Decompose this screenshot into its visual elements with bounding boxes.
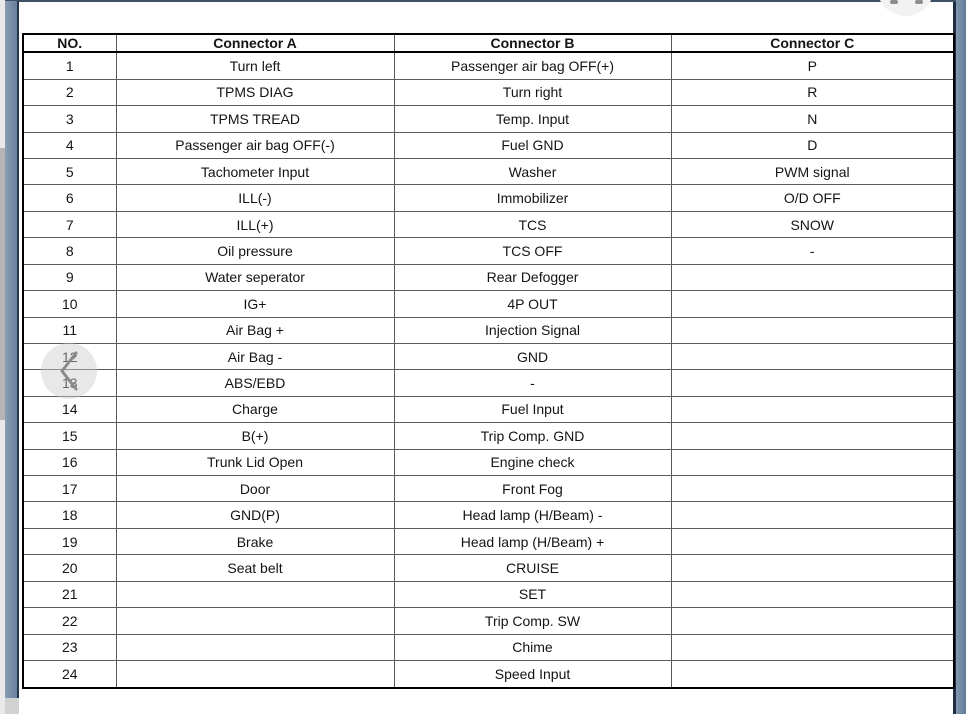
cell-no: 10 [23, 291, 116, 317]
cell-connector-a: Air Bag - [116, 343, 394, 369]
viewer-frame-left [5, 1, 17, 698]
cell-connector-c: P [671, 52, 954, 79]
table-row [23, 238, 954, 264]
table-row [23, 291, 954, 317]
connector-pin-table [22, 33, 955, 689]
cell-connector-b: Fuel Input [394, 396, 671, 422]
cell-connector-b: Speed Input [394, 660, 671, 688]
cell-no: 24 [23, 660, 116, 688]
cell-connector-b: GND [394, 343, 671, 369]
cell-connector-a: GND(P) [116, 502, 394, 528]
cell-connector-a [116, 581, 394, 607]
table-row [23, 132, 954, 158]
cell-connector-a: Water seperator [116, 264, 394, 290]
table-body [23, 52, 954, 688]
cell-no: 18 [23, 502, 116, 528]
cell-connector-c: PWM signal [671, 158, 954, 184]
cell-connector-c [671, 634, 954, 660]
cell-connector-c: N [671, 106, 954, 132]
cell-no: 20 [23, 555, 116, 581]
cell-connector-c: R [671, 79, 954, 105]
cell-connector-b: Engine check [394, 449, 671, 475]
document-page [19, 2, 953, 714]
table-row [23, 343, 954, 369]
table-row [23, 634, 954, 660]
cell-connector-b: Head lamp (H/Beam) - [394, 502, 671, 528]
cell-connector-a: TPMS DIAG [116, 79, 394, 105]
cell-connector-c [671, 502, 954, 528]
cell-connector-c [671, 291, 954, 317]
cell-connector-a: ILL(-) [116, 185, 394, 211]
cell-no: 4 [23, 132, 116, 158]
header-connector-c: Connector C [671, 34, 954, 52]
chevron-left-icon [57, 350, 81, 392]
cell-connector-c: D [671, 132, 954, 158]
cell-connector-c [671, 449, 954, 475]
cell-connector-a: Turn left [116, 52, 394, 79]
cell-connector-a: Tachometer Input [116, 158, 394, 184]
table-row [23, 396, 954, 422]
cell-connector-c [671, 343, 954, 369]
header-connector-b: Connector B [394, 34, 671, 52]
table-header-row [23, 34, 954, 52]
cell-connector-a: B(+) [116, 423, 394, 449]
cell-connector-b: 4P OUT [394, 291, 671, 317]
cell-connector-a: ILL(+) [116, 211, 394, 237]
table-row [23, 79, 954, 105]
cell-connector-a: Charge [116, 396, 394, 422]
cell-connector-b: - [394, 370, 671, 396]
partial-button-glyph-icon [915, 0, 923, 4]
cell-connector-b: Fuel GND [394, 132, 671, 158]
cell-no: 1 [23, 52, 116, 79]
cell-no: 2 [23, 79, 116, 105]
viewer-frame-left-bottom [5, 698, 19, 714]
cell-connector-a [116, 608, 394, 634]
cell-connector-c [671, 423, 954, 449]
table-row [23, 106, 954, 132]
cell-no: 15 [23, 423, 116, 449]
cell-connector-b: TCS [394, 211, 671, 237]
cell-no: 23 [23, 634, 116, 660]
cell-no: 14 [23, 396, 116, 422]
cell-no: 13 [23, 370, 116, 396]
table-row [23, 555, 954, 581]
cell-connector-c [671, 608, 954, 634]
cell-connector-b: Chime [394, 634, 671, 660]
cell-connector-a: Seat belt [116, 555, 394, 581]
header-connector-a: Connector A [116, 34, 394, 52]
cell-connector-b: Head lamp (H/Beam) + [394, 528, 671, 554]
table-row [23, 211, 954, 237]
table-row [23, 185, 954, 211]
cell-connector-a: Air Bag + [116, 317, 394, 343]
cell-connector-b: Front Fog [394, 476, 671, 502]
cell-no: 7 [23, 211, 116, 237]
cell-no: 17 [23, 476, 116, 502]
cell-connector-b: Trip Comp. GND [394, 423, 671, 449]
cell-connector-c: SNOW [671, 211, 954, 237]
cell-connector-b: SET [394, 581, 671, 607]
cell-connector-b: CRUISE [394, 555, 671, 581]
cell-connector-c [671, 528, 954, 554]
table-row [23, 581, 954, 607]
previous-page-button[interactable] [41, 343, 97, 399]
viewer-frame-right [956, 0, 966, 714]
cell-no: 19 [23, 528, 116, 554]
cell-no: 9 [23, 264, 116, 290]
cell-connector-b: TCS OFF [394, 238, 671, 264]
table-row [23, 423, 954, 449]
cell-no: 11 [23, 317, 116, 343]
cell-connector-c [671, 370, 954, 396]
table-row [23, 158, 954, 184]
cell-connector-a: Passenger air bag OFF(-) [116, 132, 394, 158]
table-row [23, 660, 954, 688]
cell-connector-b: Washer [394, 158, 671, 184]
table-row [23, 449, 954, 475]
cell-connector-c: O/D OFF [671, 185, 954, 211]
table-row [23, 528, 954, 554]
cell-no: 6 [23, 185, 116, 211]
cell-connector-c [671, 555, 954, 581]
cell-connector-a: Oil pressure [116, 238, 394, 264]
cell-connector-c [671, 476, 954, 502]
table-row [23, 502, 954, 528]
header-no: NO. [23, 34, 116, 52]
table-row [23, 264, 954, 290]
cell-connector-b: Rear Defogger [394, 264, 671, 290]
cell-connector-a [116, 660, 394, 688]
table-row [23, 608, 954, 634]
cell-connector-b: Immobilizer [394, 185, 671, 211]
cell-no: 8 [23, 238, 116, 264]
cell-connector-c [671, 264, 954, 290]
cell-connector-a: ABS/EBD [116, 370, 394, 396]
cell-no: 16 [23, 449, 116, 475]
cell-connector-c [671, 396, 954, 422]
cell-connector-a: Brake [116, 528, 394, 554]
cell-connector-b: Trip Comp. SW [394, 608, 671, 634]
table-row [23, 370, 954, 396]
cell-connector-c [671, 660, 954, 688]
cell-no: 3 [23, 106, 116, 132]
cell-connector-b: Temp. Input [394, 106, 671, 132]
cell-no: 21 [23, 581, 116, 607]
table-row [23, 52, 954, 79]
table-row [23, 476, 954, 502]
cell-connector-c [671, 581, 954, 607]
cell-connector-a: TPMS TREAD [116, 106, 394, 132]
cell-connector-a: Door [116, 476, 394, 502]
cell-connector-c [671, 317, 954, 343]
table-row [23, 317, 954, 343]
cell-connector-b: Injection Signal [394, 317, 671, 343]
cell-connector-a: Trunk Lid Open [116, 449, 394, 475]
cell-connector-a: IG+ [116, 291, 394, 317]
cell-no: 12 [23, 343, 116, 369]
cell-no: 22 [23, 608, 116, 634]
cell-no: 5 [23, 158, 116, 184]
partial-button-glyph-icon [890, 0, 898, 4]
cell-connector-c: - [671, 238, 954, 264]
cell-connector-b: Passenger air bag OFF(+) [394, 52, 671, 79]
cell-connector-b: Turn right [394, 79, 671, 105]
cell-connector-a [116, 634, 394, 660]
